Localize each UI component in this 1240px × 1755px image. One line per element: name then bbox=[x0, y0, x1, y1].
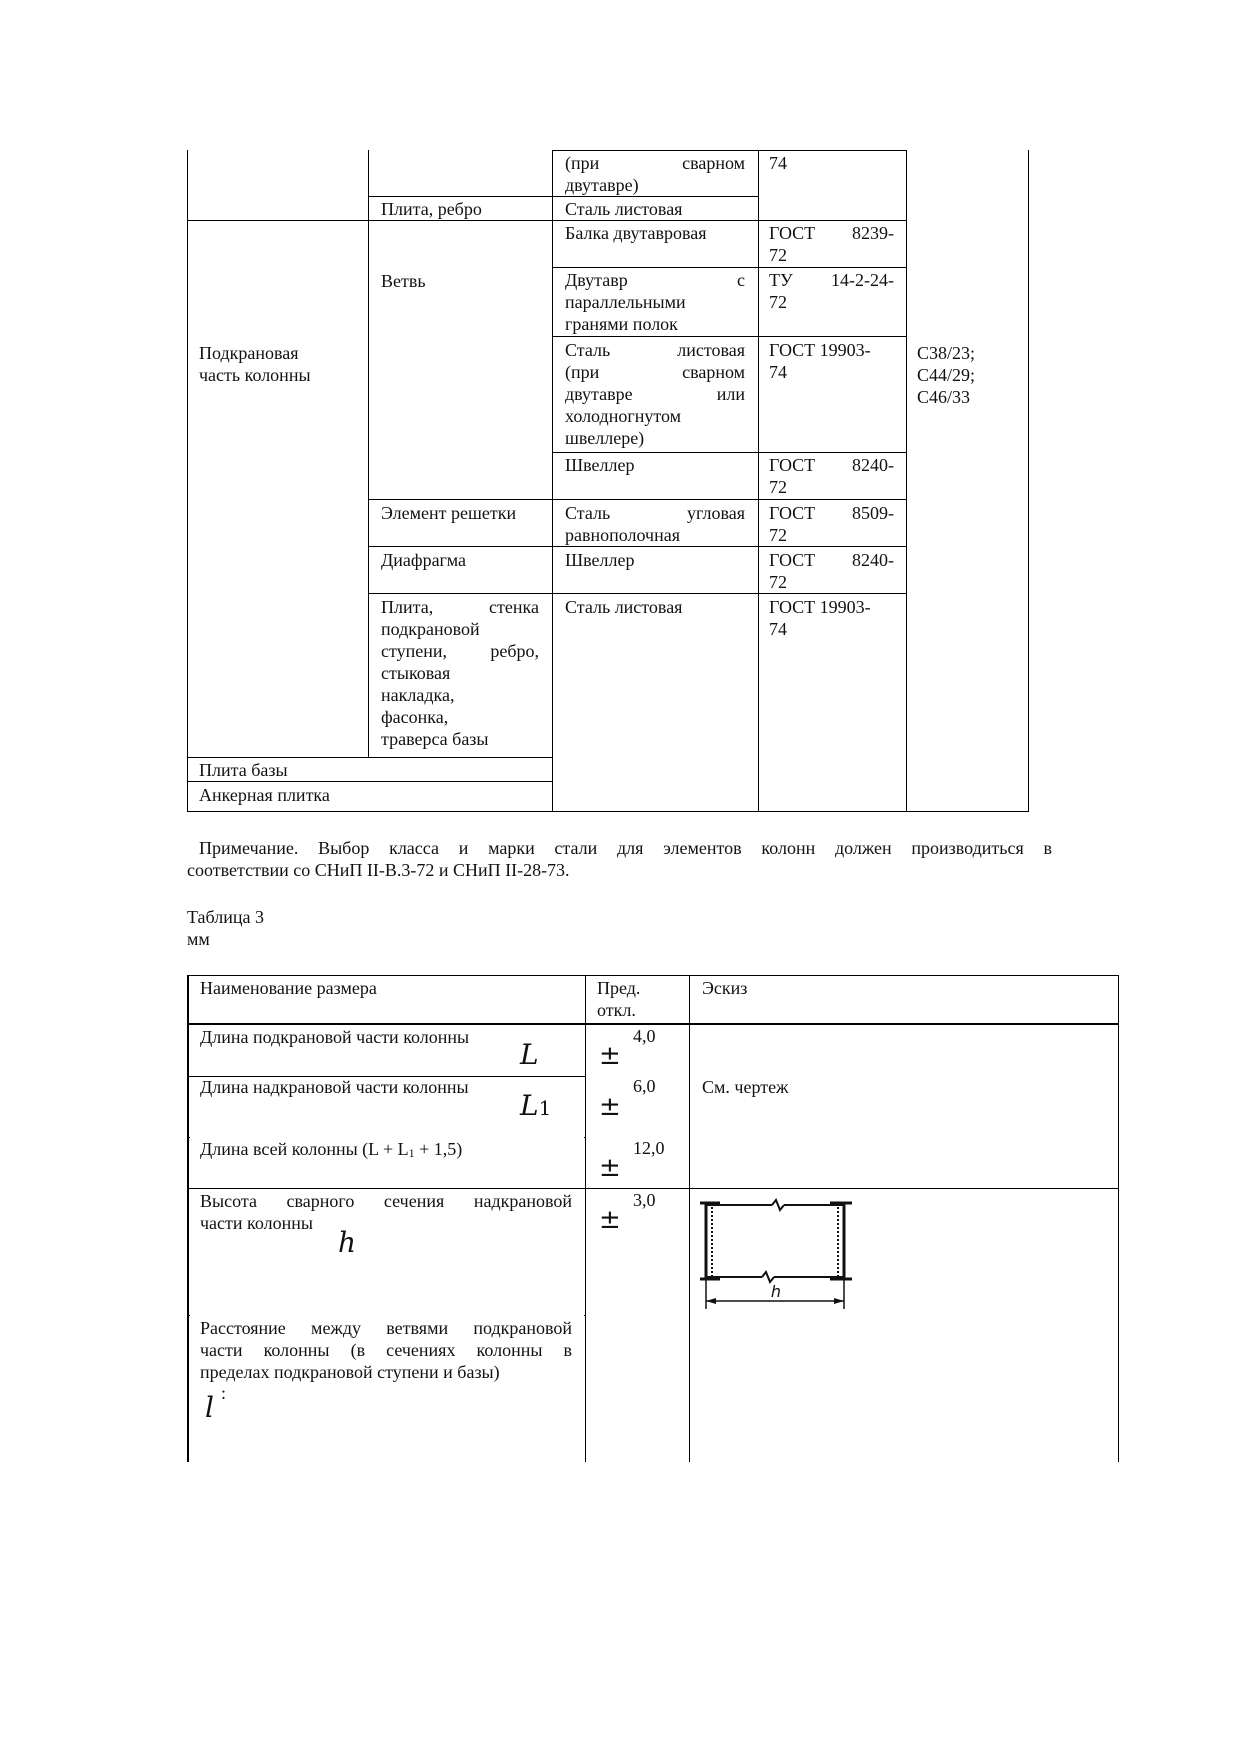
table-border bbox=[368, 196, 759, 197]
table-cell: С38/23; С44/29; С46/33 bbox=[917, 343, 976, 407]
dimension-name: Расстояние между ветвями подкрановой части колонны (в сечениях колонны в пределах подкрановой ступени и базы) bbox=[200, 1318, 572, 1382]
table-cell: ГОСТ 8240- 72 bbox=[769, 455, 894, 497]
deviation-value: 4,0 bbox=[633, 1026, 656, 1046]
table-border bbox=[552, 150, 553, 812]
dimension-name: Длина подкрановой части колонны bbox=[200, 1027, 470, 1047]
table-cell: ТУ 14-2-24- 72 bbox=[769, 270, 894, 312]
table-border bbox=[689, 975, 690, 1462]
tolerances-table bbox=[187, 975, 1119, 1462]
table-border bbox=[552, 150, 907, 151]
table-border bbox=[552, 336, 907, 337]
table-cell: ГОСТ 19903- 74 bbox=[769, 340, 871, 382]
deviation-value: 3,0 bbox=[633, 1190, 656, 1210]
dimension-name: Длина всей колонны (L + L1 + 1,5) bbox=[200, 1139, 463, 1160]
table-number: Таблица 3 bbox=[187, 907, 264, 927]
table-border bbox=[1118, 975, 1119, 1462]
table-cell: Подкрановая часть колонны bbox=[199, 343, 311, 385]
table-cell: Двутавр с параллельными гранями полок bbox=[565, 270, 745, 334]
column-header-sketch: Эскиз bbox=[702, 978, 748, 998]
column-header-name: Наименование размера bbox=[200, 978, 377, 998]
svg-text:h: h bbox=[770, 1282, 782, 1301]
table-border bbox=[368, 593, 907, 594]
table-cell: ГОСТ 19903- 74 bbox=[769, 597, 871, 639]
table-caption bbox=[187, 906, 264, 950]
table-cell: Балка двутавровая bbox=[565, 223, 707, 243]
table-cell: Швеллер bbox=[565, 455, 635, 475]
table-cell: Плита, стенка подкрановой ступени, ребро, стыковая накладка, фасонка, траверса базы bbox=[381, 597, 539, 749]
table-border bbox=[368, 150, 369, 757]
steel-grades-table bbox=[187, 150, 1029, 812]
table-border bbox=[187, 781, 553, 782]
table-cell: Элемент решетки bbox=[381, 503, 517, 523]
symbol-L1: L1 bbox=[520, 1089, 552, 1122]
table-border bbox=[187, 150, 188, 812]
plus-minus-sign: ± bbox=[599, 1092, 621, 1122]
table-cell: ГОСТ 8509- 72 bbox=[769, 503, 894, 545]
table-cell: ГОСТ 8240- 72 bbox=[769, 550, 894, 592]
column-header-deviation: Пред. откл. bbox=[597, 978, 641, 1020]
table-cell: ГОСТ 8239- 72 bbox=[769, 223, 894, 265]
table-border bbox=[187, 975, 1119, 976]
table-border bbox=[758, 150, 759, 812]
table-border bbox=[585, 975, 586, 1462]
table-border bbox=[187, 757, 553, 758]
symbol-h: h bbox=[338, 1226, 357, 1259]
table-cell: Плита базы bbox=[199, 760, 288, 780]
dimension-name: Длина надкрановой части колонны bbox=[200, 1077, 469, 1097]
plus-minus-sign: ± bbox=[599, 1153, 621, 1183]
colon-mark: : bbox=[221, 1383, 227, 1403]
plus-minus-sign: ± bbox=[599, 1041, 621, 1071]
table-border bbox=[1028, 150, 1029, 812]
table-unit: мм bbox=[187, 929, 210, 949]
table-cell: Сталь листовая (при сварном двутавре или холодногнутом швеллере) bbox=[565, 340, 745, 448]
table-cell: Плита, ребро bbox=[381, 199, 482, 219]
table-border bbox=[368, 499, 907, 500]
symbol-l: l bbox=[205, 1391, 214, 1424]
symbol-L: L bbox=[520, 1038, 539, 1071]
table-border bbox=[368, 546, 907, 547]
table-border bbox=[187, 975, 189, 1462]
section-sketch-image bbox=[692, 1189, 860, 1315]
table-cell: Сталь угловая равнополочная bbox=[565, 503, 745, 545]
deviation-value: 6,0 bbox=[633, 1076, 656, 1096]
table-border bbox=[906, 150, 907, 812]
table-border bbox=[187, 811, 1029, 812]
sketch-reference: См. чертеж bbox=[702, 1077, 789, 1097]
table-border bbox=[552, 267, 907, 268]
table-border bbox=[552, 452, 907, 453]
note-paragraph: Примечание. Выбор класса и марки стали для элементов колонн должен производиться в соответствии со СНиП II-В.3-72 и СНиП II-28-73. bbox=[187, 838, 1052, 880]
table-cell: (при сварном двутавре) bbox=[565, 153, 745, 195]
table-cell: Анкерная плитка bbox=[199, 785, 330, 805]
table-cell: Ветвь bbox=[381, 271, 426, 291]
table-cell: 74 bbox=[769, 153, 787, 173]
table-border bbox=[187, 220, 907, 221]
dimension-name: Высота сварного сечения надкрановой части колонны bbox=[200, 1191, 572, 1233]
deviation-value: 12,0 bbox=[633, 1138, 665, 1158]
table-cell: Диафрагма bbox=[381, 550, 466, 570]
table-cell: Сталь листовая bbox=[565, 199, 683, 219]
plus-minus-sign: ± bbox=[599, 1205, 621, 1235]
table-cell: Швеллер bbox=[565, 550, 635, 570]
table-cell: Сталь листовая bbox=[565, 597, 683, 617]
